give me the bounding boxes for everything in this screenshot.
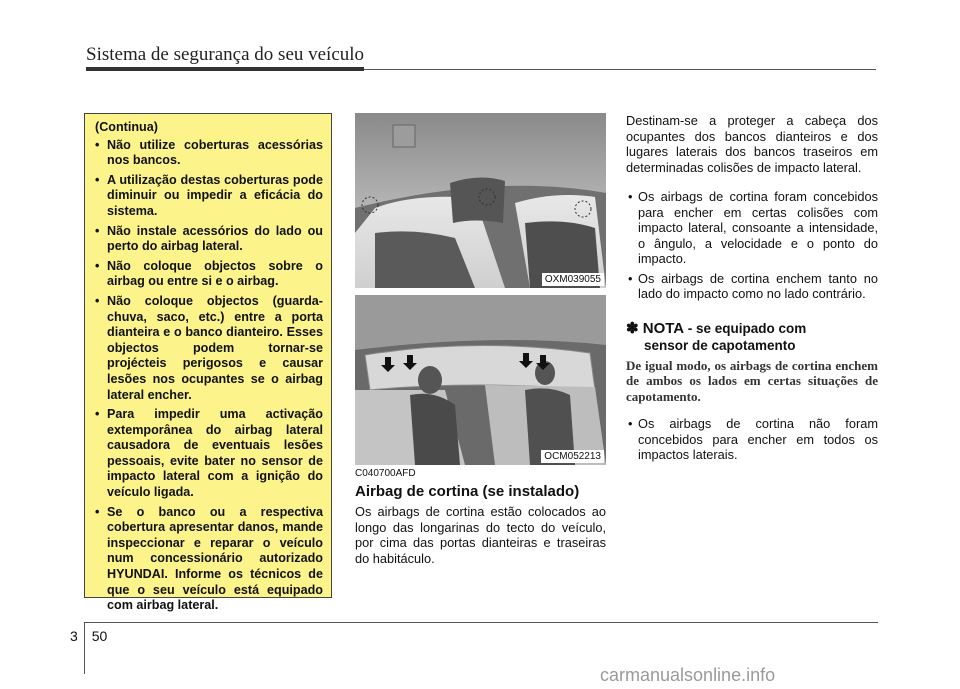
chapter-number: 3: [70, 628, 78, 644]
note-symbol-icon: ✽: [626, 319, 639, 337]
header-rule-thick: [86, 67, 364, 71]
warning-item: • Não coloque objectos sobre o airbag ou entre si e o airbag.: [95, 259, 323, 290]
note-subtitle-1: - se equipado com: [687, 320, 807, 336]
intro-paragraph: Destinam-se a proteger a cabeça dos ocupantes dos bancos dianteiros e dos lugares laterais dos bancos traseiros em determinadas colisões de impacto lateral.: [626, 113, 878, 175]
note-title: [626, 320, 878, 354]
bullet-item: • Os airbags de cortina enchem tanto no lado do impacto como no lado contrário.: [626, 271, 878, 302]
curtain-bullets-2: [626, 416, 878, 463]
bullet-item: • Os airbags de cortina foram concebidos para encher em certas colisões com impacto lateral, consoante a intensidade, o ângulo, a velocidade e o ponto do impacto.: [626, 189, 878, 267]
warning-item: • Se o banco ou a respectiva cobertura apresentar danos, mande inspeccionar e reparar o veículo num concessionário autorizado HYUNDAI. Informe os técnicos de que o seu veículo está equipado com airbag lateral.: [95, 505, 323, 614]
footer-rule-horizontal: [84, 622, 878, 623]
note-subtitle-2: sensor de capotamento: [644, 337, 796, 353]
interior-photo-top-illustration: [355, 113, 606, 288]
warning-list: [95, 138, 323, 614]
interior-photo-bottom: [355, 295, 606, 465]
warning-item: • Para impedir uma activação extemporânea do airbag lateral causadora de eventuais lesões pessoais, evite bater no sensor de impacto lateral com a ignição do veículo ligada.: [95, 407, 323, 501]
warning-item: • Não utilize coberturas acessórias nos bancos.: [95, 138, 323, 169]
watermark: carmanualsonline.info: [600, 665, 776, 685]
image-code-bottom: OCM052213: [541, 450, 604, 463]
continued-label: (Continua): [95, 120, 158, 134]
page-header-title: Sistema de segurança do seu veículo: [86, 44, 365, 65]
page-number-value: 50: [91, 628, 108, 644]
interior-photo-top: [355, 113, 606, 288]
section-ref-code: C040700AFD: [355, 468, 416, 479]
page-number: [70, 628, 107, 644]
note-block: [626, 320, 878, 405]
header-rule-thin: [364, 69, 876, 70]
warning-box: [84, 113, 332, 613]
note-text: De igual modo, os airbags de cortina enchem de ambos os lados em certas situações de capotamento.: [626, 357, 878, 404]
bullet-item: • Os airbags de cortina não foram concebidos para encher em todos os impactos laterais.: [626, 416, 878, 463]
warning-item: • A utilização destas coberturas pode diminuir ou impedir a eficácia do sistema.: [95, 173, 323, 220]
image-code-top: OXM039055: [542, 273, 604, 286]
interior-photo-bottom-illustration: [355, 295, 606, 465]
warning-item: • Não coloque objectos (guarda-chuva, saco, etc.) entre a porta dianteira e o banco dianteiro. Esses objectos podem tornar-se projécteis perigosos e causar lesões nos ocupantes se o airbag lateral encher.: [95, 294, 323, 403]
note-label: NOTA: [642, 319, 684, 337]
section-body: Os airbags de cortina estão colocados ao longo das longarinas do tecto do veículo, por cima das portas dianteiras e traseiras do habitáculo.: [355, 504, 606, 566]
warning-item: • Não instale acessórios do lado ou perto do airbag lateral.: [95, 224, 323, 255]
curtain-bullets: [626, 189, 878, 302]
right-column: [626, 113, 878, 467]
section-heading: Airbag de cortina (se instalado): [355, 483, 580, 500]
